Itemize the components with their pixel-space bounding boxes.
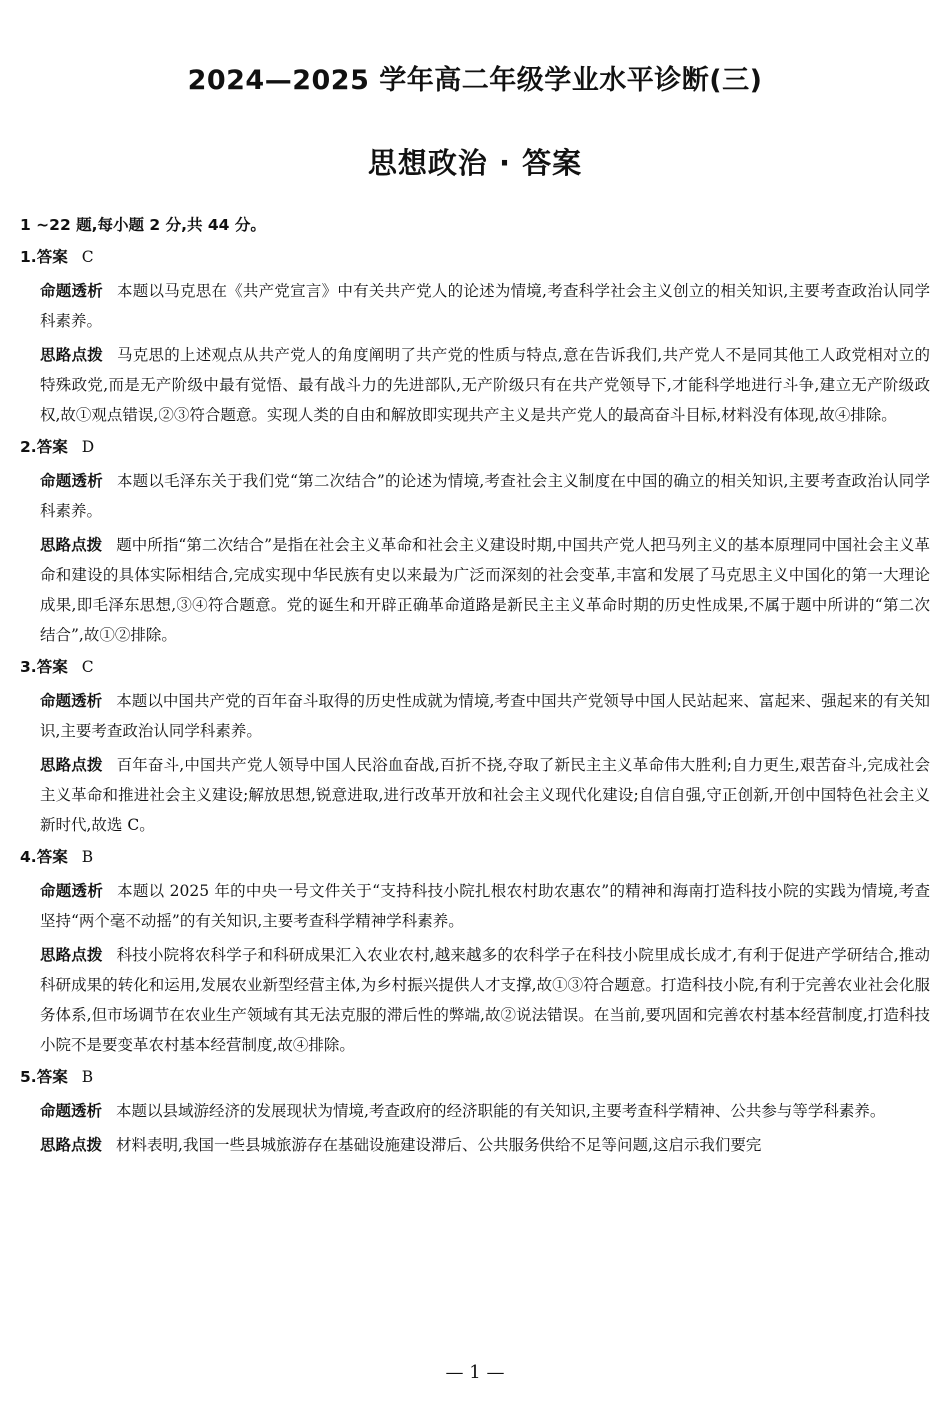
answer-label: 答案 [36, 1068, 68, 1086]
analysis-paragraph [40, 466, 930, 526]
analysis-label: 命题透析 [40, 1102, 103, 1120]
answer-content [20, 212, 930, 1164]
hint-paragraph [40, 750, 930, 840]
hint-paragraph [40, 1130, 930, 1160]
hint-paragraph [40, 530, 930, 650]
hint-text: 题中所指“第二次结合”是指在社会主义革命和社会主义建设时期,中国共产党人把马列主义的基本原理同中国社会主义革命和建设的具体实际相结合,完成实现中华民族有史以来最为广泛而深刻的社会变革,丰富和发展了马克思主义中国化的第一大理论成果,即毛泽东思想,③④符合题意。党的诞生和开辟正确革命道路是新民主主义革命时期的历史性成果,不属于题中所讲的“第二次结合”,故①②排除。 [40, 536, 930, 644]
hint-text: 材料表明,我国一些县城旅游存在基础设施建设滞后、公共服务供给不足等问题,这启示我们要完 [116, 1136, 762, 1154]
answer-value: D [81, 438, 95, 456]
analysis-paragraph [40, 686, 930, 746]
question-number: 1. [20, 248, 37, 266]
hint-label: 思路点拨 [40, 346, 103, 364]
question-number: 2. [20, 438, 37, 456]
question-3 [20, 654, 930, 840]
answer-value: C [81, 658, 94, 676]
analysis-label: 命题透析 [40, 882, 104, 900]
analysis-text: 本题以毛泽东关于我们党“第二次结合”的论述为情境,考查社会主义制度在中国的确立的相关知识,主要考查政治认同学科素养。 [40, 472, 930, 520]
question-header [20, 244, 930, 276]
answer-value: C [81, 248, 94, 266]
hint-paragraph [40, 940, 930, 1060]
question-5 [20, 1064, 930, 1160]
analysis-text: 本题以中国共产党的百年奋斗取得的历史性成就为情境,考查中国共产党领导中国人民站起来、富起来、强起来的有关知识,主要考查政治认同学科素养。 [40, 692, 930, 740]
analysis-text: 本题以马克思在《共产党宣言》中有关共产党人的论述为情境,考查科学社会主义创立的相关知识,主要考查政治认同学科素养。 [40, 282, 930, 330]
hint-label: 思路点拨 [40, 1136, 103, 1154]
page-number: — 1 — [445, 1362, 505, 1383]
document-title: 2024—2025 学年高二年级学业水平诊断(三) [187, 65, 763, 96]
analysis-label: 命题透析 [40, 282, 103, 300]
question-2 [20, 434, 930, 650]
hint-label: 思路点拨 [40, 536, 103, 554]
question-header [20, 844, 930, 876]
question-4 [20, 844, 930, 1060]
question-number: 4. [20, 848, 37, 866]
analysis-label: 命题透析 [40, 472, 103, 490]
analysis-paragraph [40, 276, 930, 336]
analysis-text: 本题以 2025 年的中央一号文件关于“支持科技小院扎根农村助农惠农”的精神和海南打造科技小院的实践为情境,考查坚持“两个毫不动摇”的有关知识,主要考查科学精神学科素养。 [40, 882, 930, 930]
hint-text: 马克思的上述观点从共产党人的角度阐明了共产党的性质与特点,意在告诉我们,共产党人不是同其他工人政党相对立的特殊政党,而是无产阶级中最有觉悟、最有战斗力的先进部队,无产阶级只有在共产党领导下,才能科学地进行斗争,建立无产阶级政权,故①观点错误,②③符合题意。实现人类的自由和解放即实现共产主义是共产党人的最高奋斗目标,材料没有体现,故④排除。 [40, 346, 930, 424]
question-number: 3. [20, 658, 37, 676]
hint-paragraph [40, 340, 930, 430]
answer-label: 答案 [36, 658, 68, 676]
analysis-text: 本题以县域游经济的发展现状为情境,考查政府的经济职能的有关知识,主要考查科学精神、公共参与等学科素养。 [116, 1102, 886, 1120]
question-header [20, 1064, 930, 1096]
question-header [20, 654, 930, 686]
hint-label: 思路点拨 [40, 946, 103, 964]
answer-label: 答案 [36, 248, 68, 266]
scoring-note: 1 ~22 题,每小题 2 分,共 44 分。 [20, 216, 266, 234]
document-subtitle: 思想政治 · 答案 [367, 146, 583, 180]
question-1 [20, 244, 930, 430]
analysis-label: 命题透析 [40, 692, 103, 710]
question-number: 5. [20, 1068, 37, 1086]
answer-value: B [81, 1068, 94, 1086]
hint-text: 科技小院将农科学子和科研成果汇入农业农村,越来越多的农科学子在科技小院里成长成才,有利于促进产学研结合,推动科研成果的转化和运用,发展农业新型经营主体,为乡村振兴提供人才支撑,故①③符合题意。打造科技小院,有利于完善农业社会化服务体系,但市场调节在农业生产领域有其无法克服的滞后性的弊端,故②说法错误。在当前,要巩固和完善农村基本经营制度,打造科技小院不是要变革农村基本经营制度,故④排除。 [40, 946, 930, 1054]
question-header [20, 434, 930, 466]
hint-label: 思路点拨 [40, 756, 103, 774]
hint-text: 百年奋斗,中国共产党人领导中国人民浴血奋战,百折不挠,夺取了新民主主义革命伟大胜利;自力更生,艰苦奋斗,完成社会主义革命和推进社会主义建设;解放思想,锐意进取,进行改革开放和社会主义现代化建设;自信自强,守正创新,开创中国特色社会主义新时代,故选 C。 [40, 756, 930, 834]
answer-label: 答案 [36, 438, 68, 456]
answer-label: 答案 [36, 848, 68, 866]
answer-value: B [81, 848, 94, 866]
analysis-paragraph [40, 1096, 930, 1126]
analysis-paragraph [40, 876, 930, 936]
